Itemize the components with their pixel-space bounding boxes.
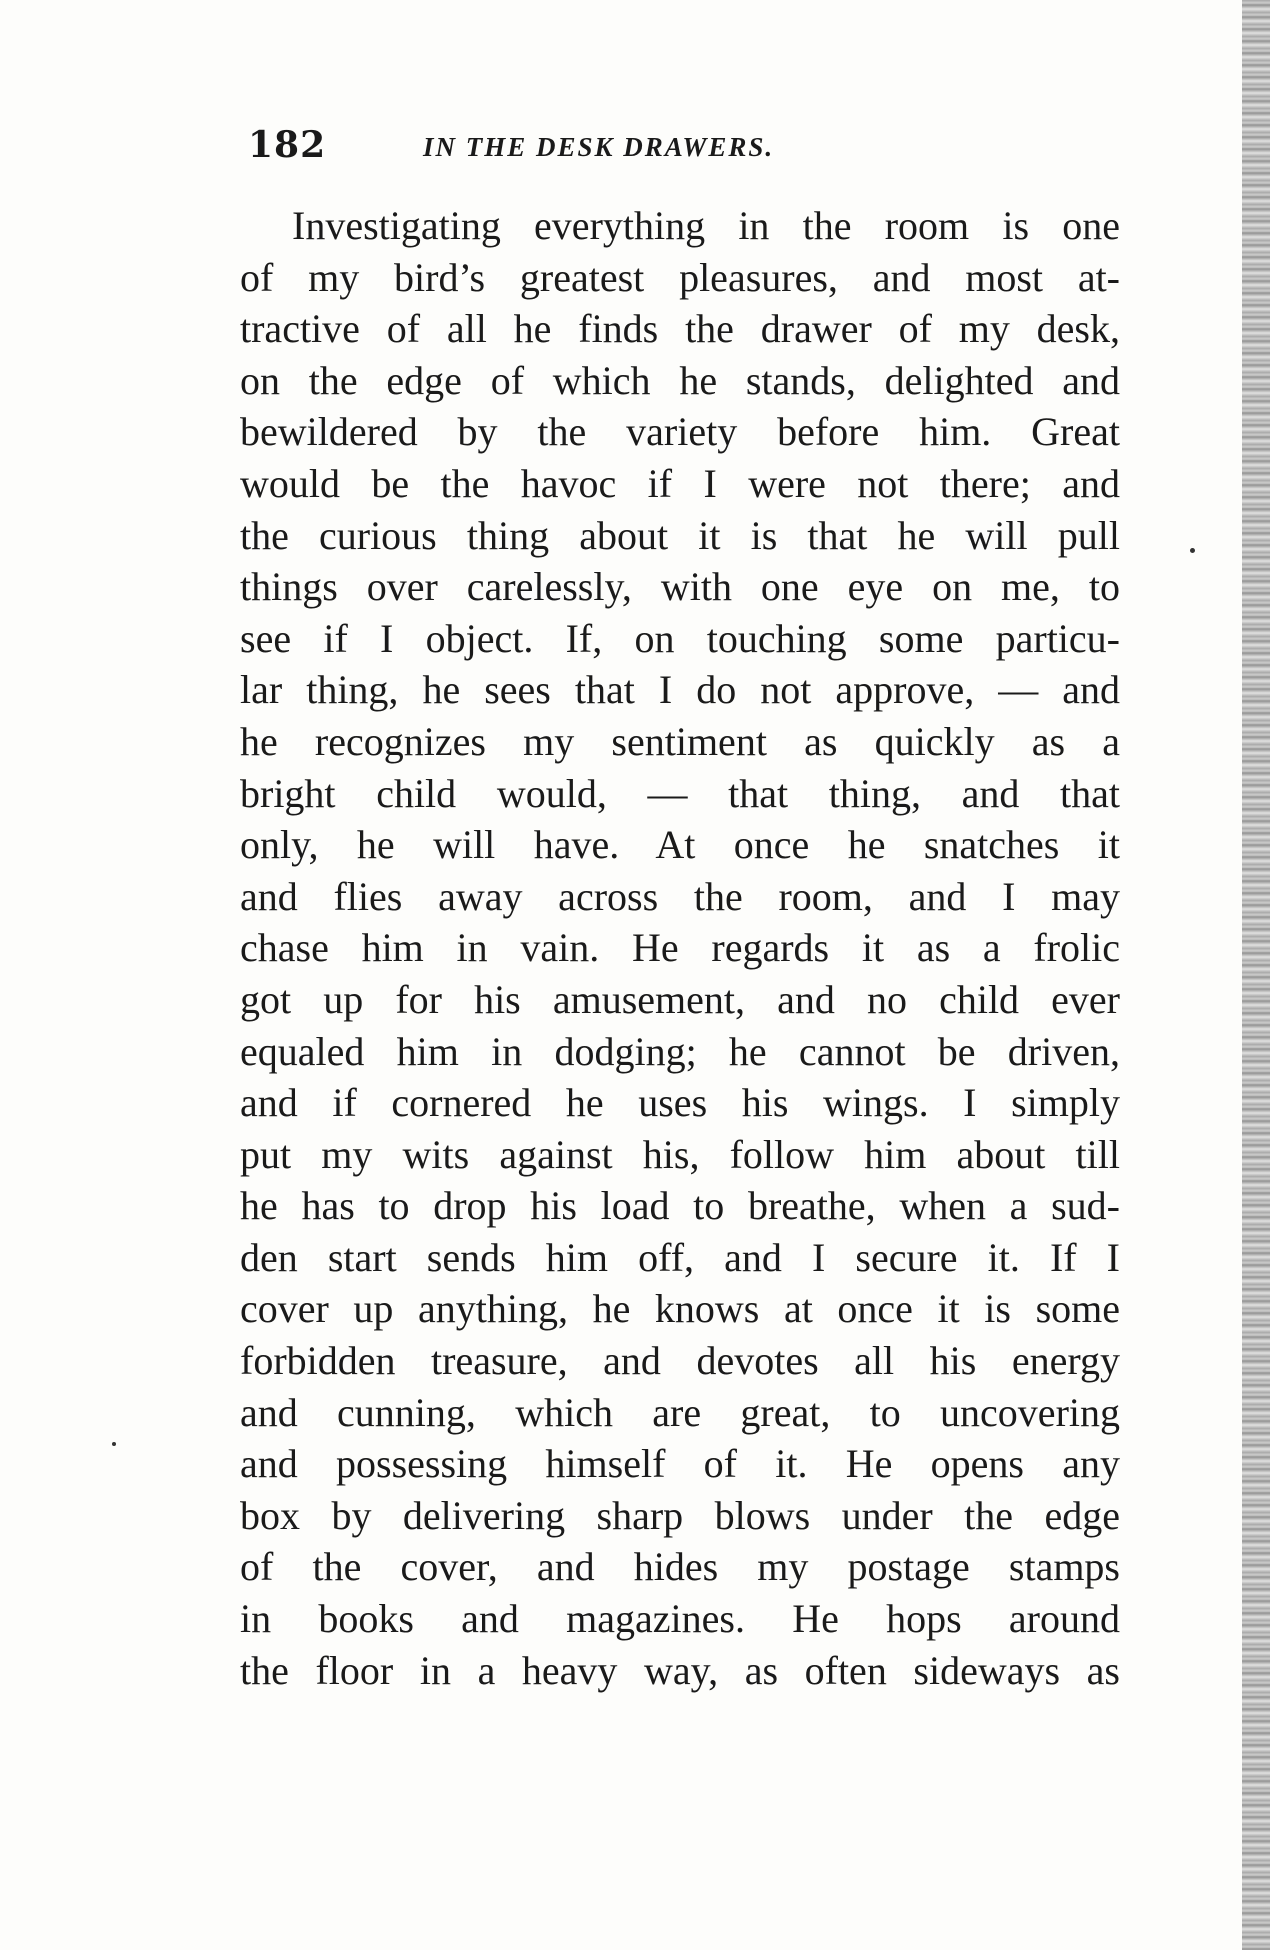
text-line: den start sends him off, and I secure it. If I xyxy=(240,1234,1120,1280)
text-line: cover up anything, he knows at once it is some xyxy=(240,1286,1120,1332)
text-line: see if I object. If, on touching some particu- xyxy=(240,615,1120,661)
text-line: got up for his amusement, and no child ever xyxy=(240,976,1120,1022)
text-line: and possessing himself of it. He opens any xyxy=(240,1441,1120,1487)
running-title: IN THE DESK DRAWERS. xyxy=(423,132,775,162)
text-line: only, he will have. At once he snatches it xyxy=(240,822,1120,868)
text-line: and cunning, which are great, to uncovering xyxy=(240,1389,1120,1435)
text-line: put my wits against his, follow him about till xyxy=(240,1131,1120,1177)
text-line: chase him in vain. He regards it as a frolic xyxy=(240,925,1120,971)
text-line: would be the havoc if I were not there; and xyxy=(240,460,1120,506)
body-paragraph xyxy=(240,200,1120,1696)
text-line: he has to drop his load to breathe, when a sud- xyxy=(240,1183,1120,1229)
text-line: the floor in a heavy way, as often sideways as xyxy=(240,1647,1120,1693)
text-line: things over carelessly, with one eye on me, to xyxy=(240,564,1120,610)
text-line: lar thing, he sees that I do not approve, — and xyxy=(240,667,1120,713)
text-line: he recognizes my sentiment as quickly as a xyxy=(240,718,1120,764)
text-line: in books and magazines. He hops around xyxy=(240,1596,1120,1642)
text-line: forbidden treasure, and devotes all his energy xyxy=(240,1338,1120,1384)
text-line: and flies away across the room, and I may xyxy=(240,873,1120,919)
text-line: equaled him in dodging; he cannot be driven, xyxy=(240,1028,1120,1074)
page-number: 182 xyxy=(248,124,327,166)
text-line: and if cornered he uses his wings. I simply xyxy=(240,1080,1120,1126)
text-line: on the edge of which he stands, delighted and xyxy=(240,357,1120,403)
text-line: box by delivering sharp blows under the edge xyxy=(240,1492,1120,1538)
text-line: tractive of all he finds the drawer of my desk, xyxy=(240,306,1120,352)
print-speck xyxy=(1190,548,1195,553)
text-line: bright child would, — that thing, and that xyxy=(240,770,1120,816)
text-line: of the cover, and hides my postage stamps xyxy=(240,1544,1120,1590)
text-line: Investigating everything in the room is one xyxy=(292,203,1120,248)
print-speck xyxy=(112,1442,116,1446)
text-line: of my bird’s greatest pleasures, and most at- xyxy=(240,254,1120,300)
text-line: bewildered by the variety before him. Great xyxy=(240,409,1120,455)
text-line: the curious thing about it is that he will pull xyxy=(240,512,1120,558)
page-binding-edge xyxy=(1242,0,1270,1950)
running-head xyxy=(248,118,1028,178)
